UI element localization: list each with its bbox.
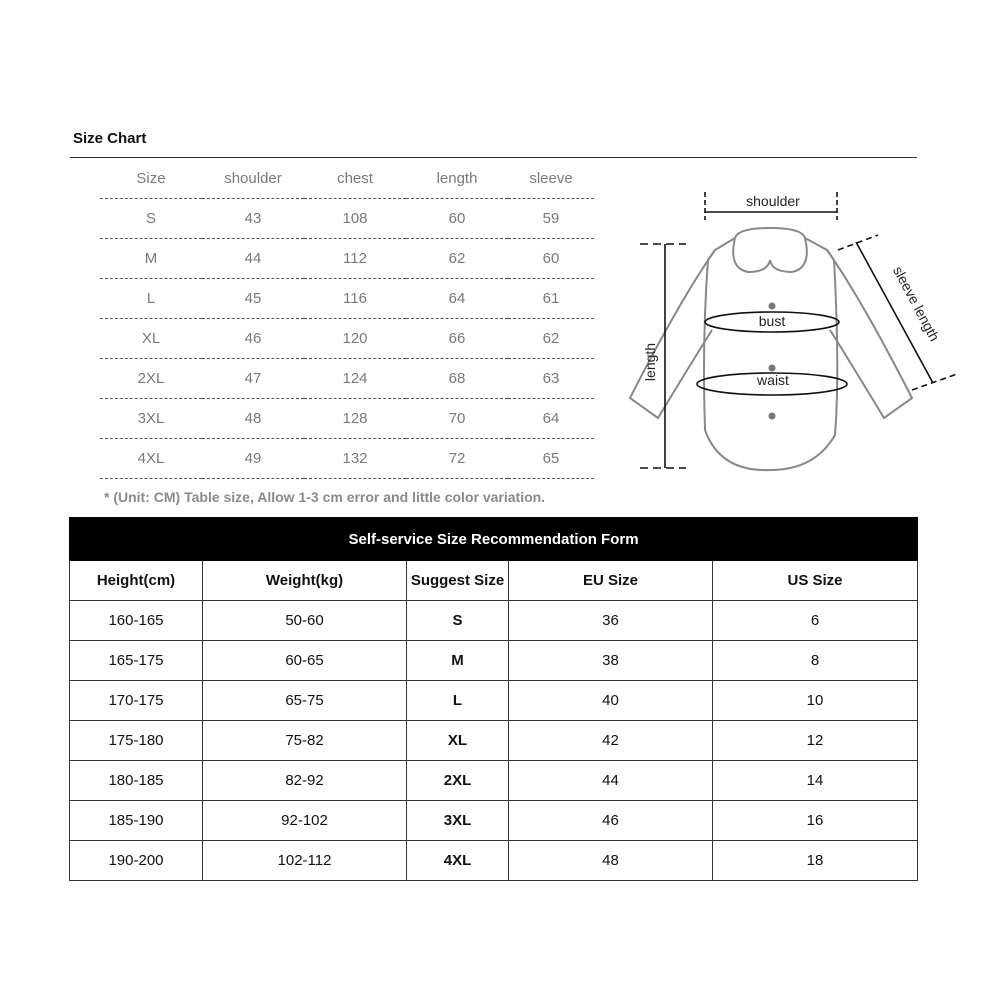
table-cell: 102-112	[203, 841, 407, 881]
table-cell: S	[407, 601, 509, 641]
table-cell: 44	[509, 761, 713, 801]
table-cell: 36	[509, 601, 713, 641]
button-dot	[769, 413, 776, 420]
button-dot	[769, 365, 776, 372]
column-header: Size	[136, 170, 166, 187]
table-cell: 45	[244, 290, 262, 307]
table-cell: M	[407, 641, 509, 681]
table-cell: 70	[448, 410, 466, 427]
column-header: Suggest Size	[407, 561, 509, 601]
table-cell: 60	[542, 250, 560, 267]
size-chart-row	[100, 279, 594, 319]
table-cell: 185-190	[70, 801, 203, 841]
bust-label: bust	[758, 313, 786, 329]
recommendation-row	[70, 681, 918, 721]
table-cell: 3XL	[137, 410, 165, 427]
column-header: US Size	[713, 561, 918, 601]
table-cell: 62	[448, 250, 466, 267]
table-cell: 68	[448, 370, 466, 387]
table-cell: 66	[448, 330, 466, 347]
size-chart-row	[100, 319, 594, 359]
table-cell: 47	[244, 370, 262, 387]
table-cell: XL	[141, 330, 161, 347]
size-chart-row	[100, 199, 594, 239]
size-note: * (Unit: CM) Table size, Allow 1-3 cm error and little color variation.	[104, 489, 546, 505]
table-cell: 48	[244, 410, 262, 427]
column-header: Weight(kg)	[203, 561, 407, 601]
size-chart-table	[100, 159, 594, 479]
table-cell: L	[407, 681, 509, 721]
table-cell: 4XL	[407, 841, 509, 881]
size-recommendation-table	[69, 517, 918, 881]
table-cell: 46	[509, 801, 713, 841]
table-cell: 180-185	[70, 761, 203, 801]
size-chart-row	[100, 399, 594, 439]
table-cell: 64	[448, 290, 466, 307]
column-header: length	[436, 170, 478, 187]
table-cell: M	[144, 250, 158, 267]
table-cell: 18	[713, 841, 918, 881]
table-cell: 124	[342, 370, 368, 387]
table-cell: 44	[244, 250, 262, 267]
title-divider	[70, 157, 917, 158]
sleeve-length-label: sleeve length	[889, 263, 943, 344]
table-cell: 4XL	[137, 450, 165, 467]
table-cell: 120	[342, 330, 368, 347]
table-cell: 14	[713, 761, 918, 801]
table-cell: 46	[244, 330, 262, 347]
table-cell: 49	[244, 450, 262, 467]
column-header: chest	[337, 170, 373, 187]
recommendation-row	[70, 721, 918, 761]
table-cell: 63	[542, 370, 560, 387]
table-cell: 12	[713, 721, 918, 761]
table-cell: 82-92	[203, 761, 407, 801]
table-cell: 170-175	[70, 681, 203, 721]
table-cell: 75-82	[203, 721, 407, 761]
table-cell: 59	[542, 210, 560, 227]
column-header: EU Size	[509, 561, 713, 601]
table-cell: 116	[343, 290, 367, 307]
table-cell: 8	[713, 641, 918, 681]
table-cell: 62	[542, 330, 560, 347]
table-cell: 190-200	[70, 841, 203, 881]
table-cell: 60-65	[203, 641, 407, 681]
table-cell: 40	[509, 681, 713, 721]
table-cell: 92-102	[203, 801, 407, 841]
waist-label: waist	[757, 372, 789, 388]
recommendation-row	[70, 761, 918, 801]
recommendation-title: Self-service Size Recommendation Form	[70, 518, 918, 561]
size-chart-row	[100, 239, 594, 279]
recommendation-title-row	[70, 518, 918, 561]
recommendation-row	[70, 801, 918, 841]
table-cell: 165-175	[70, 641, 203, 681]
table-cell: 64	[542, 410, 560, 427]
size-chart-row	[100, 439, 594, 479]
recommendation-header-row	[70, 561, 918, 601]
column-header: sleeve	[529, 170, 573, 187]
table-cell: 112	[343, 250, 367, 267]
table-cell: 65-75	[203, 681, 407, 721]
size-chart-title: Size Chart	[73, 130, 147, 147]
table-cell: 3XL	[407, 801, 509, 841]
recommendation-row	[70, 641, 918, 681]
table-cell: 6	[713, 601, 918, 641]
table-cell: 61	[542, 290, 560, 307]
size-chart-row	[100, 359, 594, 399]
table-cell: 72	[448, 450, 466, 467]
shoulder-label: shoulder	[746, 193, 800, 209]
recommendation-row	[70, 601, 918, 641]
table-cell: 16	[713, 801, 918, 841]
sleeve-length-measure	[838, 235, 957, 390]
table-cell: 48	[509, 841, 713, 881]
table-cell: 132	[342, 450, 368, 467]
table-cell: 60	[448, 210, 466, 227]
table-cell: L	[146, 290, 156, 307]
column-header: shoulder	[224, 170, 282, 187]
table-cell: 42	[509, 721, 713, 761]
table-cell: XL	[407, 721, 509, 761]
table-cell: 43	[244, 210, 262, 227]
table-cell: 2XL	[137, 370, 165, 387]
button-dot	[769, 303, 776, 310]
table-cell: 128	[342, 410, 368, 427]
table-cell: 108	[342, 210, 368, 227]
size-chart-header-row	[100, 159, 594, 199]
table-cell: 50-60	[203, 601, 407, 641]
table-cell: S	[145, 210, 156, 227]
column-header: Height(cm)	[70, 561, 203, 601]
table-cell: 175-180	[70, 721, 203, 761]
table-cell: 10	[713, 681, 918, 721]
table-cell: 65	[542, 450, 560, 467]
table-cell: 38	[509, 641, 713, 681]
recommendation-row	[70, 841, 918, 881]
table-cell: 2XL	[407, 761, 509, 801]
table-cell: 160-165	[70, 601, 203, 641]
shirt-measurement-diagram	[620, 180, 965, 480]
length-label: length	[642, 342, 658, 382]
shirt-outline	[630, 228, 912, 470]
